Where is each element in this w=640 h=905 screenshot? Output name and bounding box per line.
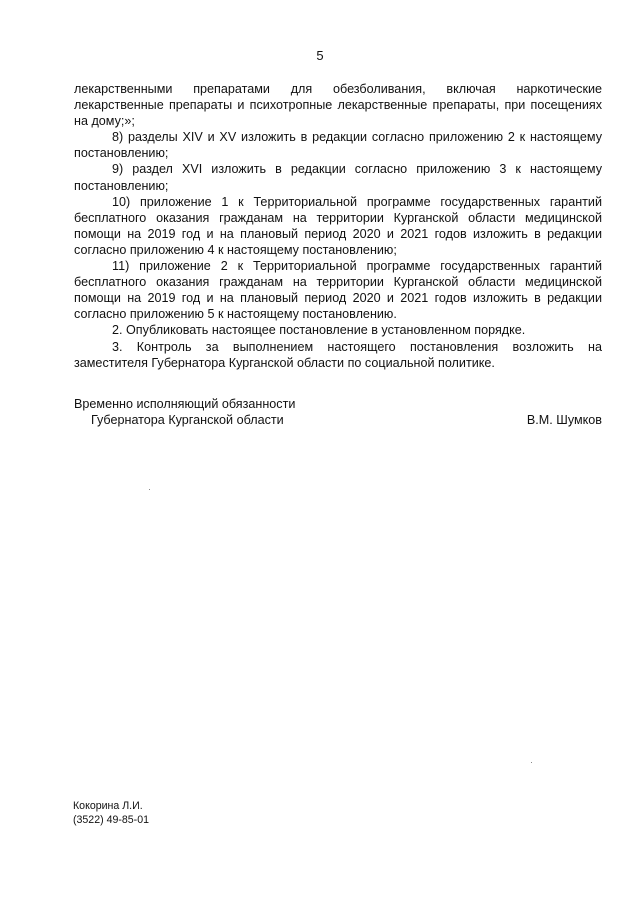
executor-name: Кокорина Л.И. (73, 800, 143, 812)
paragraph-item-10: 10) приложение 1 к Территориальной программе государственных гарантий бесплатного оказания гражданам на территории Курганской области медицинской помощи на 2019 год и на плановый период 2020 и 2021 годов изложить в редакции согласно приложению 4 к настоящему постановлению; (74, 194, 602, 257)
signatory-position-line1: Временно исполняющий обязанности (74, 397, 296, 411)
paragraph-continuation: лекарственными препаратами для обезболивания, включая наркотические лекарственные препараты и психотропные лекарственные препараты, при посещениях на дому;»; (74, 82, 602, 129)
paragraph-item-11: 11) приложение 2 к Территориальной программе государственных гарантий бесплатного оказания гражданам на территории Курганской области медицинской помощи на 2019 год и на плановый период 2020 и 2021 годов изложить в редакции согласно приложению 5 к настоящему постановлению. (74, 259, 602, 322)
scan-speck (149, 489, 150, 490)
executor-phone: (3522) 49-85-01 (73, 814, 149, 826)
paragraph-point-2: 2. Опубликовать настоящее постановление в установленном порядке. (112, 323, 526, 338)
paragraph-item-8: 8) разделы XIV и XV изложить в редакции согласно приложению 2 к настоящему постановлению; (74, 130, 602, 161)
paragraph-point-3: 3. Контроль за выполнением настоящего постановления возложить на заместителя Губернатора Курганской области по социальной политике. (74, 339, 602, 370)
signature-block (74, 396, 602, 428)
scan-speck (531, 762, 532, 763)
page-number: 5 (316, 48, 324, 63)
signatory-name: В.М. Шумков (526, 413, 602, 428)
executor-info (73, 799, 149, 827)
document-body (74, 81, 602, 371)
paragraph-item-9: 9) раздел XVI изложить в редакции согласно приложению 3 к настоящему постановлению; (74, 162, 602, 193)
signatory-position-line2: Губернатора Курганской области (91, 413, 284, 428)
